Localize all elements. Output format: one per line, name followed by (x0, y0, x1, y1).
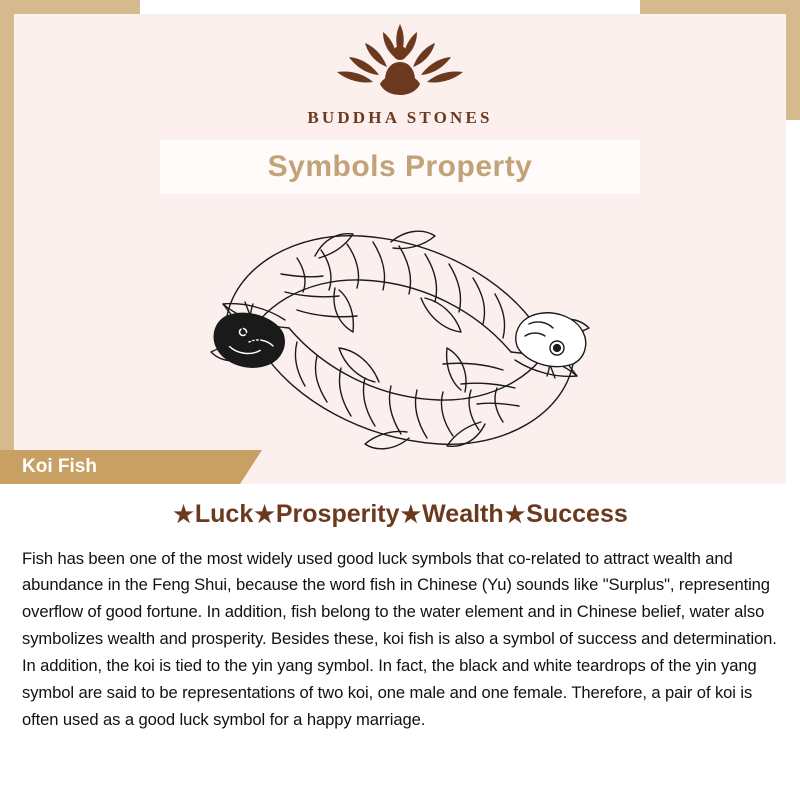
star-icon: ★ (254, 501, 275, 527)
brand-name: BUDDHA STONES (307, 108, 493, 127)
lotus-meditation-figure-icon (325, 12, 475, 104)
keyword-success: Success (526, 500, 628, 528)
star-icon: ★ (173, 501, 194, 527)
keyword-luck: Luck (194, 500, 254, 528)
section-label-text: Koi Fish (22, 456, 97, 477)
keyword-prosperity: Prosperity (275, 500, 400, 528)
section-label-ribbon (0, 450, 240, 484)
keyword-list (22, 500, 778, 529)
brand-logo (0, 12, 800, 128)
star-icon: ★ (504, 501, 526, 527)
page-title: Symbols Property (267, 150, 533, 183)
two-koi-fish-yin-yang-illustration (185, 196, 615, 486)
star-icon: ★ (400, 501, 422, 527)
title-banner (160, 140, 640, 194)
keyword-wealth: Wealth (422, 500, 504, 528)
body-paragraph: Fish has been one of the most widely used good luck symbols that co-related to attract wealth and abundance in the Feng Shui, because the word fish in Chinese (Yu) sounds like "Surplus", representing overflow of good fortune. In addition, fish belong to the water element and in Chinese belief, water also symbolizes wealth and prosperity. Besides these, koi fish is also a symbol of success and determination. In addition, the koi is tied to the yin yang symbol. In fact, the black and white teardrops of the yin yang symbol are said to be representations of two koi, one male and one female. Therefore, a pair of koi is often used as a good luck symbol for a happy marriage. (22, 548, 777, 729)
content-section (0, 484, 800, 800)
